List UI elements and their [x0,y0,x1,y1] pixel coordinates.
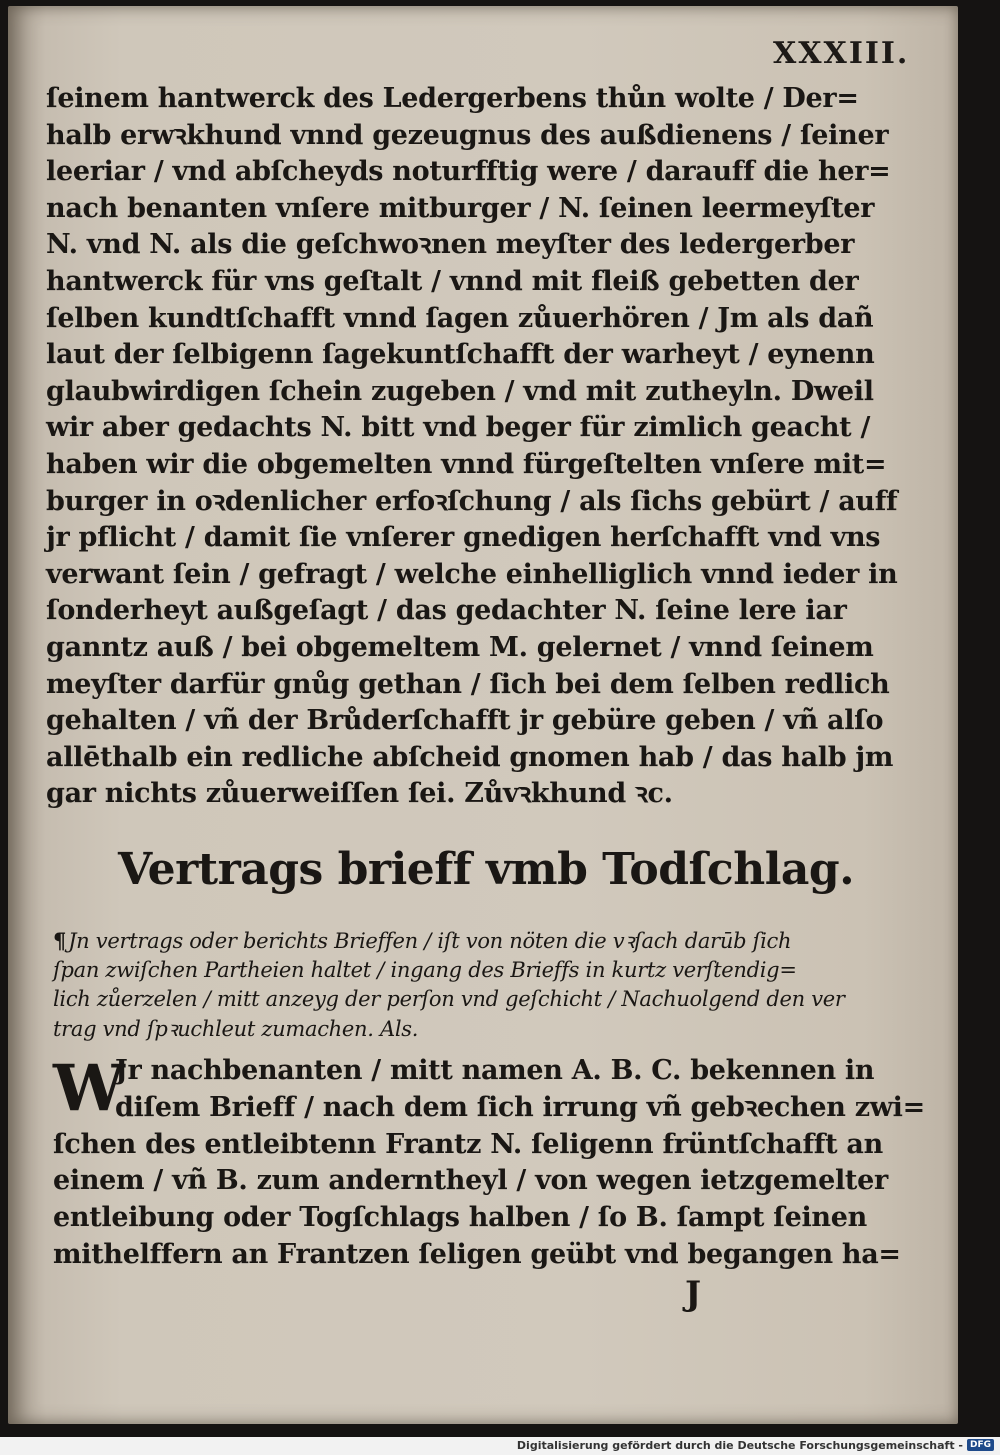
body-line: leeriar / vnd abſcheyds noturfftig were / darauff die her= [46,156,891,188]
body-line: jr pflicht / damit ſie vnſerer gnedigen herſchafft vnd vns [46,522,881,554]
digitization-footer [517,1437,994,1453]
body-line: haben wir die obgemelten vnnd fürgeſtelten vnſere mit= [46,448,887,480]
letter-line: ſchen des entleibtenn Frantz N. ſeligenn früntſchafft an [53,1128,883,1160]
body-line: ſeinem hantwerck des Ledergerbens thůn wolte / Der= [46,83,859,114]
pilcrow-mark: ¶ [53,928,67,953]
dfg-logo-icon: DFG [967,1439,994,1451]
section-summary [53,926,883,1044]
drop-initial: W [53,1051,125,1126]
body-line: halb erwꝛkhund vnnd gezeugnus des außdienens / ſeiner [46,119,889,151]
letter-line: entleibung oder Togſchlags halben / ſo B. ſampt ſeinen [53,1202,867,1234]
body-line: N. vnd N. als die geſchwoꝛnen meyſter des ledergerber [46,229,855,261]
body-text [46,81,898,813]
book-page [8,6,958,1424]
folio-number: XXXIII. [773,36,910,71]
letter-line: einem / vñ B. zum anderntheyl / von wegen ietzgemelter [53,1165,888,1197]
summary-line: trag vnd ſpꝛuchleut zumachen. Als. [53,1016,419,1041]
letter-line: diſem Brieff / nach dem ſich irrung vñ gebꝛechen zwi= [115,1091,925,1123]
body-line: hantwerck für vns geſtalt / vnnd mit fleiß gebetten der [46,265,859,297]
body-line: wir aber gedachts N. bitt vnd beger für zimlich geacht / [46,412,871,444]
letter-line: mithelffern an Frantzen ſeligen geübt vnd begangen ha= [53,1238,901,1270]
body-line: burger in oꝛdenlicher erfoꝛſchung / als ſichs gebürt / auff [46,485,898,517]
body-line: verwant ſein / gefragt / welche einhelliglich vnnd ieder in [46,558,898,590]
summary-line: lich zůerzelen / mitt anzeyg der perſon vnd geſchicht / Nachuolgend den ver [53,987,845,1011]
body-line: gar nichts zůuerweiſſen ſei. Zůvꝛkhund ꝛc. [46,778,673,810]
footer-credit: Digitalisierung gefördert durch die Deutsche Forschungsgemeinschaft - [516,1438,963,1452]
body-line: glaubwirdigen ſchein zugeben / vnd mit zutheyln. Dweil [46,375,874,407]
body-line: meyſter darfür gnůg gethan / ſich bei dem ſelben redlich [46,668,890,700]
summary-line: ſpan zwiſchen Partheien haltet / ingang des Brieffs in kurtz verſtendig= [53,957,797,982]
summary-line-text: Jn vertrags oder berichts Brieffen / iſt von nöten die vꝛſach darūb ſich [68,929,792,953]
body-line: nach benanten vnſere mitburger / N. ſeinen leermeyſter [46,192,875,224]
body-line: gehalten / vñ der Brůderſchafft jr gebüre geben / vñ alſo [46,705,884,737]
body-line: ſonderheyt außgeſagt / das gedachter N. ſeine lere iar [46,595,847,627]
body-line: ſelben kundtſchafft vnnd ſagen zůuerhören / Jm als dañ [46,302,874,334]
summary-line [53,926,883,956]
body-line: allēthalb ein redliche abſcheid gnomen hab / das halb jm [46,741,894,773]
body-line: ganntz auß / bei obgemeltem M. gelernet / vnnd ſeinem [46,631,874,663]
section-heading: Vertrags brieff vmb Todſchlag. [118,844,855,895]
catchword: J [685,1274,702,1314]
body-line: laut der ſelbigenn ſagekuntſchafft der warheyt / eynenn [46,339,875,371]
letter-text [53,1051,925,1274]
letter-line: Jr nachbenanten / mitt namen A. B. C. bekennen in [115,1055,875,1086]
